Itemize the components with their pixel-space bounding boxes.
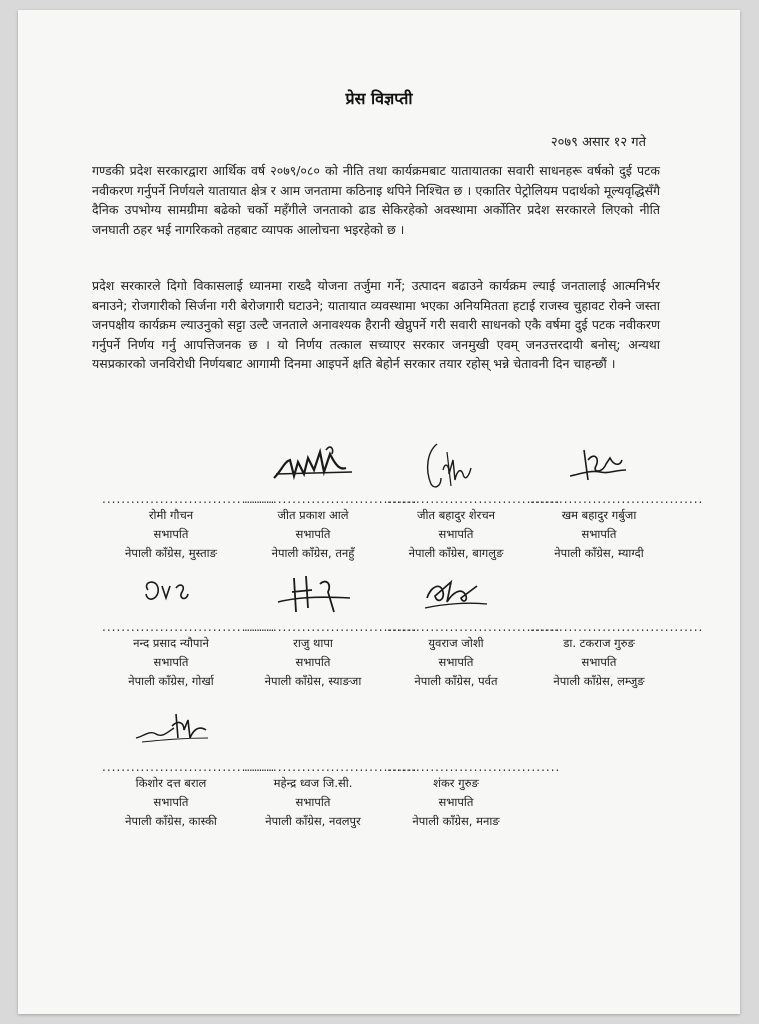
signature-blank xyxy=(530,568,668,620)
signatory-6 xyxy=(387,568,561,691)
signatory-party: नेपाली काँग्रेस, तनहुँ xyxy=(271,546,355,560)
signatory-role: सभापति xyxy=(153,795,189,809)
signatory-role: सभापति xyxy=(438,795,474,809)
signatory-name: खम बहादुर गर्बुजा xyxy=(561,508,637,522)
signatory-role: सभापति xyxy=(153,527,189,541)
signatory-party: नेपाली काँग्रेस, पर्वत xyxy=(414,674,498,688)
signatory-party: नेपाली काँग्रेस, बागलुङ xyxy=(408,546,504,560)
signatory-5 xyxy=(244,568,418,691)
signature-line: .................................... xyxy=(244,492,418,506)
signatory-party: नेपाली काँग्रेस, गोर्खा xyxy=(128,674,214,688)
signatory-party: नेपाली काँग्रेस, नवलपुर xyxy=(265,814,361,828)
signatory-role: सभापति xyxy=(438,655,474,669)
signatory-name: जीत बहादुर शेरचन xyxy=(416,508,496,522)
paragraph-2: प्रदेश सरकारले दिगो विकासलाई ध्यानमा राख्दै योजना तर्जुमा गर्ने; उत्पादन बढाउने कार्यक्रम ल्याई जनतालाई आत्मनिर्भर बनाउने; रोजगारीको सिर्जना गरी बेरोजगारी घटाउने; यातायात व्यवस्थामा भएका अनियमितता हटाई राजस्व चुहावट रोक्ने जस्ता जनपक्षीय कार्यक्रम ल्याउनुको सट्टा उल्टै जनताले अनावश्यक हैरानी खेप्नुपर्ने गरी सवारी साधनको एकै वर्षमा दुई पटक नवीकरण गर्नुपर्ने निर्णय गर्नु आपत्तिजनक छ । यो निर्णय तत्काल सच्याएर सरकार जनमुखी एवम् जनउत्तरदायी बनोस्; अन्यथा यसप्रकारको जनविरोधी निर्णयबाट आगामी दिनमा आइपर्ने क्षति बेहोर्न सरकार तयार रहोस् भन्ने चेतावनी दिन चाहन्छौं । xyxy=(92,278,660,371)
signatory-1 xyxy=(244,440,418,563)
handwritten-signature xyxy=(244,568,382,620)
signatory-name: डा. टकराज गुरुङ xyxy=(563,636,635,650)
signatory-role: सभापति xyxy=(153,655,189,669)
signatory-name: किशोर दत्त बराल xyxy=(135,776,207,790)
signature-line: .................................... xyxy=(530,620,704,634)
signatory-8 xyxy=(102,708,276,831)
document-date: २०७९ असार १२ गते xyxy=(550,135,646,150)
signatory-role: सभापति xyxy=(295,527,331,541)
handwritten-signature xyxy=(387,440,525,492)
signatory-party: नेपाली काँग्रेस, कास्की xyxy=(125,814,217,828)
signature-line: .................................... xyxy=(387,760,561,774)
signature-line: .................................... xyxy=(387,492,561,506)
signature-line: .................................... xyxy=(530,492,704,506)
signature-blank xyxy=(102,440,240,492)
signature-block xyxy=(102,440,704,828)
signature-line: .................................... xyxy=(102,620,276,634)
handwritten-signature xyxy=(244,440,382,492)
signatory-party: नेपाली काँग्रेस, मनाङ xyxy=(412,814,500,828)
signatory-10 xyxy=(387,708,561,831)
handwritten-signature xyxy=(102,568,240,620)
signatory-7 xyxy=(530,568,704,691)
signatory-3 xyxy=(530,440,704,563)
signature-blank xyxy=(387,708,525,760)
paragraph-1: गण्डकी प्रदेश सरकारद्वारा आर्थिक वर्ष २०७९/०८० को नीति तथा कार्यक्रमबाट यातायातका सवारी साधनहरू वर्षको दुई पटक नवीकरण गर्नुपर्ने निर्णयले यातायात क्षेत्र र आम जनतामा कठिनाइ थपिने निश्चित छ । एकातिर पेट्रोलियम पदार्थको मूल्यवृद्धिसँगै दैनिक उपभोग्य सामग्रीमा बढेको चर्को महँगीले जनताको ढाड सेकिरहेको अवस्थामा अर्कोतिर प्रदेश सरकारले लिएको नीति जनघाती ठहर भई नागरिकको तहबाट व्यापक आलोचना भइरहेको छ । xyxy=(92,163,660,237)
signatory-name: राजु थापा xyxy=(293,636,333,650)
signatory-2 xyxy=(387,440,561,563)
handwritten-signature xyxy=(102,708,240,760)
document-page xyxy=(18,10,740,1014)
signatory-party: नेपाली काँग्रेस, म्याग्दी xyxy=(554,546,644,560)
signatory-name: महेन्द्र ध्वज जि.सी. xyxy=(273,776,353,790)
signatory-role: सभापति xyxy=(295,795,331,809)
signatory-role: सभापति xyxy=(581,655,617,669)
signatory-4 xyxy=(102,568,276,691)
signatory-name: नन्द प्रसाद न्यौपाने xyxy=(133,636,209,650)
signatory-name: रोमी गौचन xyxy=(148,508,194,522)
signatory-9 xyxy=(244,708,418,831)
signature-line: .................................... xyxy=(244,620,418,634)
signature-line: .................................... xyxy=(102,760,276,774)
signatory-name: युवराज जोशी xyxy=(428,636,484,650)
signatory-0 xyxy=(102,440,276,563)
handwritten-signature xyxy=(530,440,668,492)
signatory-party: नेपाली काँग्रेस, मुस्ताङ xyxy=(125,546,217,560)
signature-line: .................................... xyxy=(387,620,561,634)
signatory-role: सभापति xyxy=(581,527,617,541)
signature-line: .................................... xyxy=(244,760,418,774)
signature-line: .................................... xyxy=(102,492,276,506)
signatory-party: नेपाली काँग्रेस, स्याङजा xyxy=(264,674,362,688)
signatory-name: जीत प्रकाश आले xyxy=(277,508,349,522)
page-title: प्रेस विज्ञप्ती xyxy=(345,89,413,108)
signatory-name: शंकर गुरुङ xyxy=(433,776,479,790)
handwritten-signature xyxy=(387,568,525,620)
signature-blank xyxy=(244,708,382,760)
signatory-role: सभापति xyxy=(438,527,474,541)
signatory-party: नेपाली काँग्रेस, लम्जुङ xyxy=(553,674,645,688)
signatory-role: सभापति xyxy=(295,655,331,669)
